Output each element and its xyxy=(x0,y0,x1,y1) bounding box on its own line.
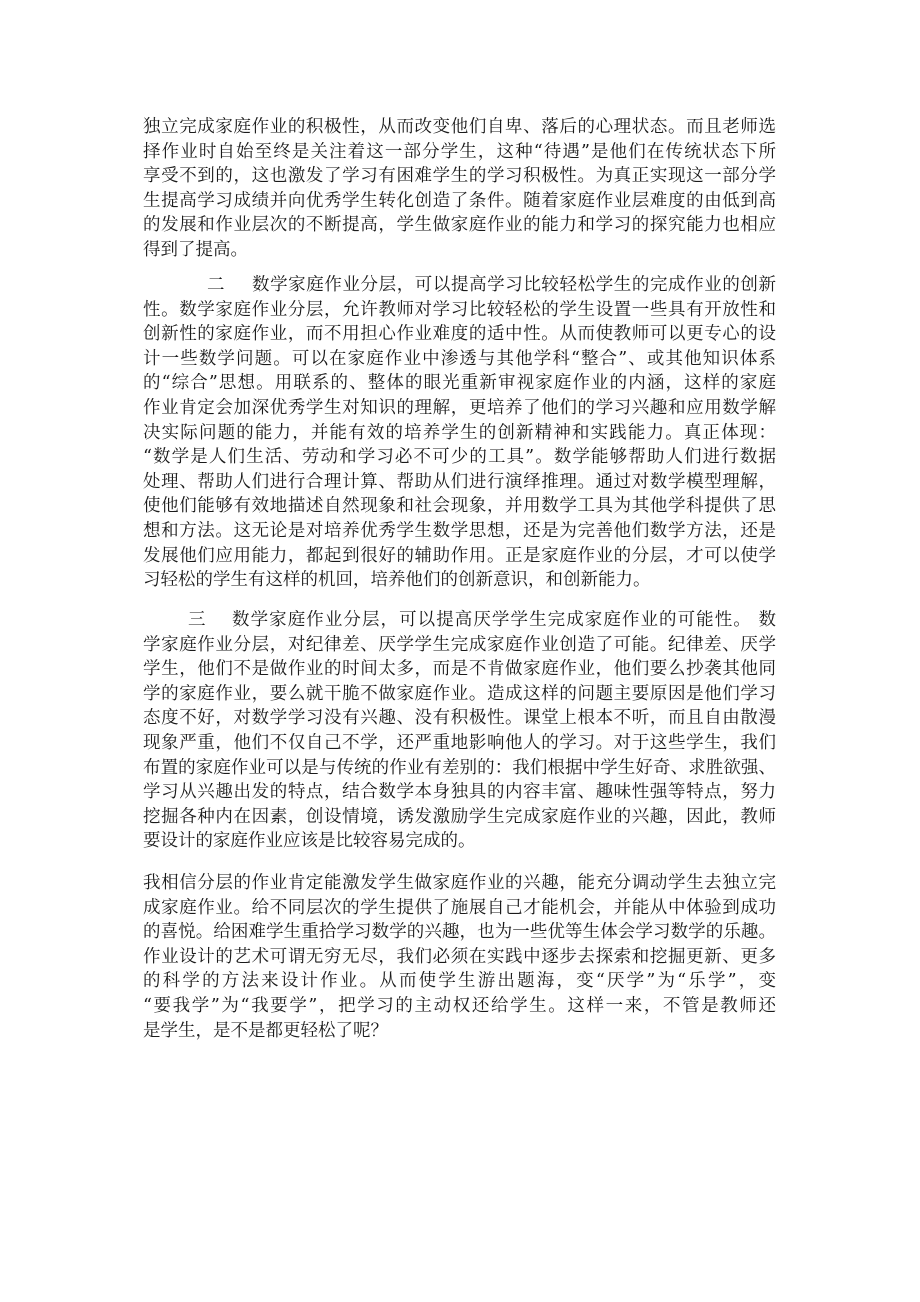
paragraph-2 xyxy=(143,273,776,593)
paragraph-line: 计一些数学问题。可以在家庭作业中渗透与其他学科“整合”、或其他知识体系 xyxy=(143,348,776,369)
paragraph-line: 使他们能够有效地描述自然现象和社会现象，并用数学工具为其他学科提供了思 xyxy=(143,496,776,517)
paragraph-4 xyxy=(143,871,776,1043)
paragraph-line: 作业肯定会加深优秀学生对知识的理解，更培养了他们的学习兴趣和应用数学解 xyxy=(143,397,776,418)
paragraph-line: 得到了提高。 xyxy=(143,239,248,260)
paragraph-line: 成家庭作业。给不同层次的学生提供了施展自己才能机会，并能从中体验到成功 xyxy=(143,897,776,918)
paragraph-line: 学家庭作业分层，对纪律差、厌学学生完成家庭作业创造了可能。纪律差、厌学 xyxy=(143,634,776,655)
paragraph-line: 想和方法。这无论是对培养优秀学生数学思想，还是为完善他们数学方法，还是 xyxy=(143,520,776,541)
paragraph-1 xyxy=(143,115,776,263)
paragraph-line: 的“综合”思想。用联系的、整体的眼光重新审视家庭作业的内涵，这样的家庭 xyxy=(143,373,776,394)
paragraph-line: 学的家庭作业，要么就干脆不做家庭作业。造成这样的问题主要原因是他们学习 xyxy=(143,683,776,704)
paragraph-line-text: 数学家庭作业分层，可以提高厌学学生完成家庭作业的可能性。 数 xyxy=(232,610,776,630)
paragraph-line: 作业设计的艺术可谓无穷无尽，我们必须在实践中逐步去探索和挖掘更新、更多 xyxy=(143,946,776,967)
paragraph-line: 是学生，是不是都更轻松了呢？ xyxy=(143,1020,388,1041)
paragraph-line: 决实际问题的能力，并能有效的培养学生的创新精神和实践能力。真正体现： xyxy=(143,422,776,443)
paragraph-line: 态度不好，对数学学习没有兴趣、没有积极性。课堂上根本不听，而且自由散漫 xyxy=(143,708,776,729)
paragraph-line: 创新性的家庭作业，而不用担心作业难度的适中性。从而使教师可以更专心的设 xyxy=(143,324,776,345)
paragraph-line: 处理、帮助人们进行合理计算、帮助从们进行演绎推理。通过对数学模型理解， xyxy=(143,471,776,492)
paragraph-3 xyxy=(143,608,776,854)
paragraph-line: 挖掘各种内在因素，创设情境，诱发激励学生完成家庭作业的兴趣，因此，教师 xyxy=(143,806,776,827)
section-number: 二 xyxy=(207,275,225,295)
paragraph-line xyxy=(143,608,776,633)
paragraph-line: 享受不到的，这也激发了学习有困难学生的学习积极性。为真正实现这一部分学 xyxy=(143,166,776,187)
section-number: 三 xyxy=(188,610,206,630)
paragraph-line: 习轻松的学生有这样的机回，培养他们的创新意识，和创新能力。 xyxy=(143,570,651,591)
paragraph-line: 发展他们应用能力，都起到很好的辅助作用。正是家庭作业的分层，才可以使学 xyxy=(143,545,776,566)
paragraph-line xyxy=(143,273,776,298)
paragraph-line: 我相信分层的作业肯定能激发学生做家庭作业的兴趣，能充分调动学生去独立完 xyxy=(143,873,776,893)
paragraph-line: “数学是人们生活、劳动和学习必不可少的工具”。数学能够帮助人们进行数据 xyxy=(143,447,776,468)
paragraph-line: 现象严重，他们不仅自己不学，还严重地影响他人的学习。对于这些学生，我们 xyxy=(143,732,776,753)
paragraph-line: 的喜悦。给困难学生重拾学习数学的兴趣，也为一些优等生体会学习数学的乐趣。 xyxy=(143,922,776,943)
paragraph-line-text: 数学家庭作业分层，可以提高学习比较轻松学生的完成作业的创新 xyxy=(252,275,776,295)
paragraph-line: “要我学”为“我要学”，把学习的主动权还给学生。这样一来，不管是教师还 xyxy=(143,995,776,1016)
paragraph-line: 生提高学习成绩并向优秀学生转化创造了条件。随着家庭作业层难度的由低到高 xyxy=(143,190,776,211)
paragraph-line: 要设计的家庭作业应该是比较容易完成的。 xyxy=(143,831,476,852)
paragraph-line: 布置的家庭作业可以是与传统的作业有差别的：我们根据中学生好奇、求胜欲强、 xyxy=(143,757,776,778)
paragraph-line: 学习从兴趣出发的特点，结合数学本身独具的内容丰富、趣味性强等特点，努力 xyxy=(143,782,776,803)
paragraph-line: 的科学的方法来设计作业。从而使学生游出题海，变“厌学”为“乐学”，变 xyxy=(143,971,776,992)
paragraph-line: 学生，他们不是做作业的时间太多，而是不肯做家庭作业，他们要么抄袭其他同 xyxy=(143,659,776,680)
paragraph-line: 择作业时自始至终是关注着这一部分学生，这种“待遇”是他们在传统状态下所 xyxy=(143,141,776,162)
paragraph-line: 性。数学家庭作业分层，允许教师对学习比较轻松的学生设置一些具有开放性和 xyxy=(143,299,776,320)
paragraph-line: 独立完成家庭作业的积极性，从而改变他们自卑、落后的心理状态。而且老师选 xyxy=(143,117,776,137)
paragraph-line: 的发展和作业层次的不断提高，学生做家庭作业的能力和学习的探究能力也相应 xyxy=(143,215,776,236)
